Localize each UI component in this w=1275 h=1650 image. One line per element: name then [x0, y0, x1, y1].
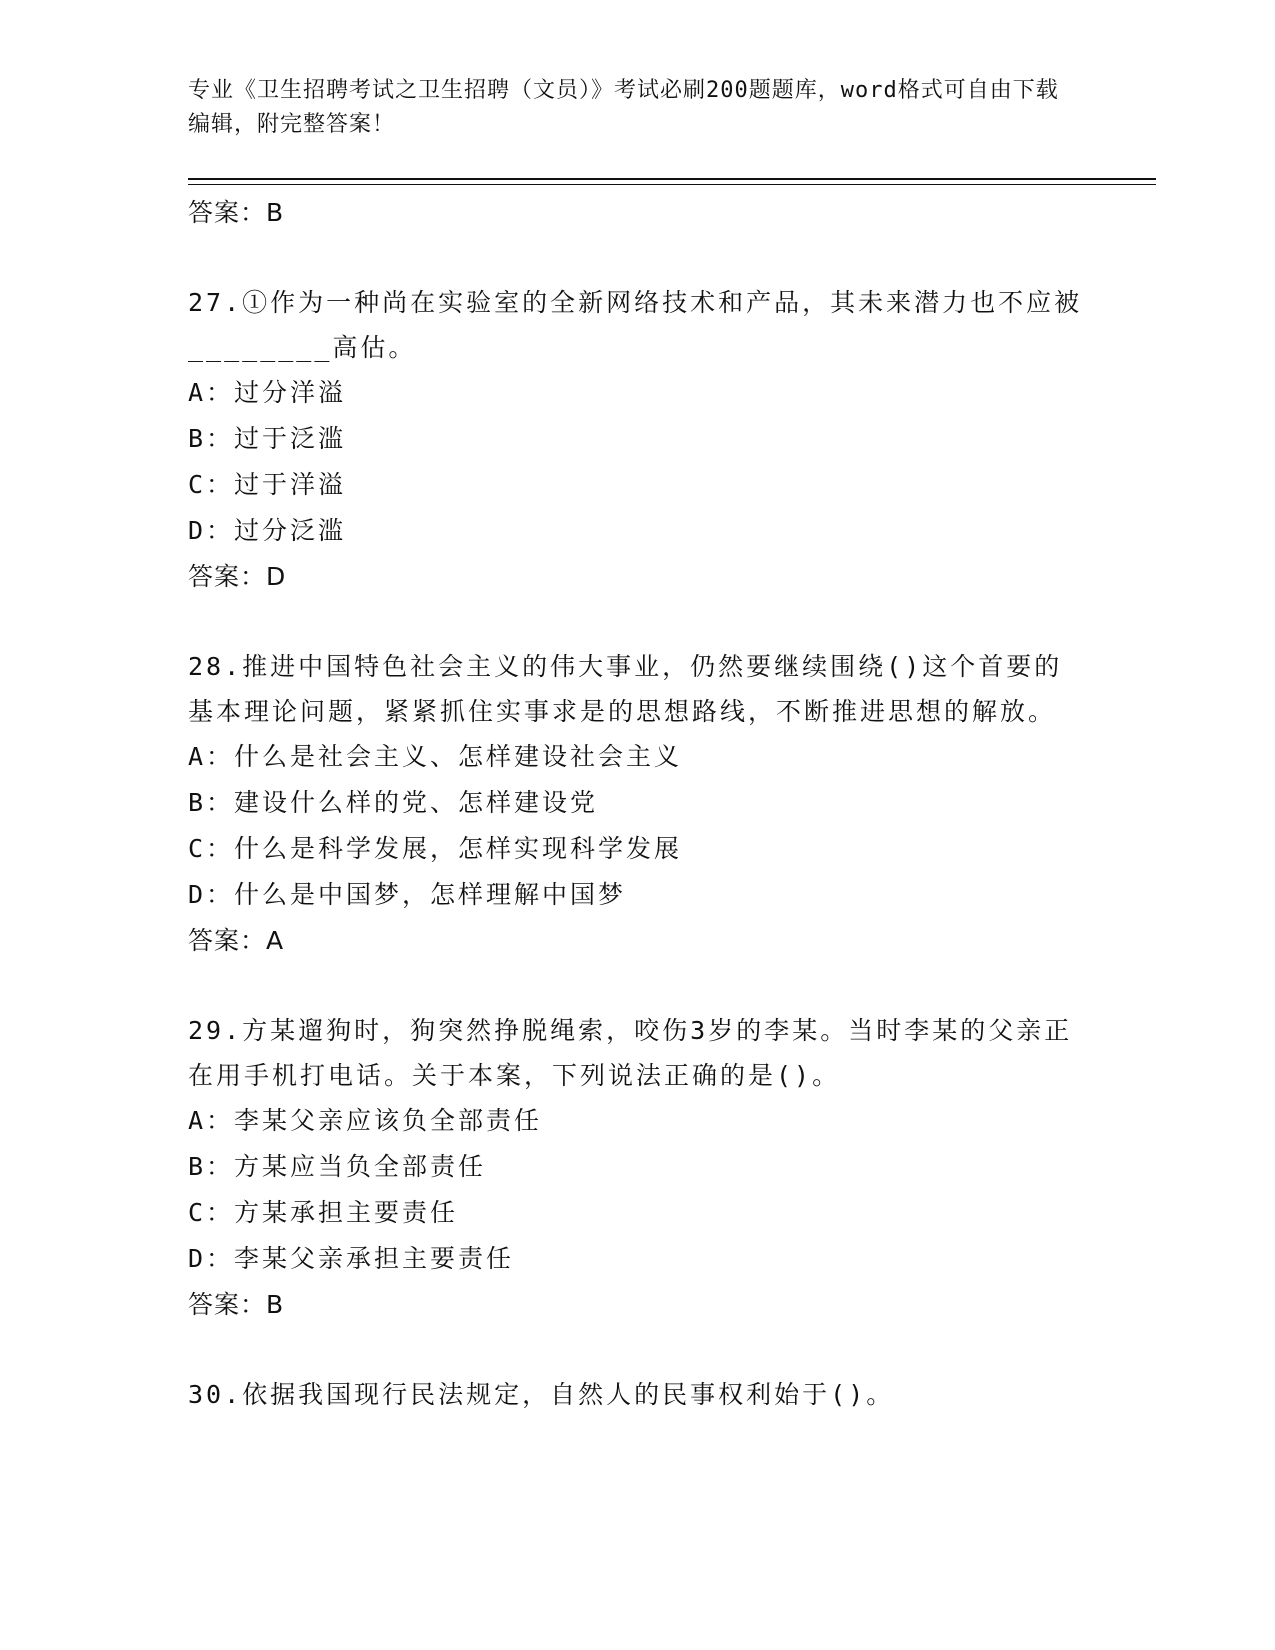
option-b: B：建设什么样的党、怎样建设党 [188, 788, 599, 817]
option-d: D：李某父亲承担主要责任 [188, 1244, 515, 1273]
question-list [188, 190, 1088, 1417]
answer-line: 答案：B [188, 198, 285, 227]
question-text: 28.推进中国特色社会主义的伟大事业，仍然要继续围绕()这个首要的基本理论问题，紧紧抓住实事求是的思想路线，不断推进思想的解放。 [188, 652, 1063, 726]
answer-line: 答案：D [188, 562, 287, 591]
answer-line: 答案：A [188, 926, 285, 955]
header-divider-thin [188, 184, 1156, 185]
document-header: 专业《卫生招聘考试之卫生招聘（文员）》考试必刷200题题库，word格式可自由下载编辑，附完整答案！ [188, 78, 1059, 137]
option-b: B：方某应当负全部责任 [188, 1152, 487, 1181]
question-text: 29.方某遛狗时，狗突然挣脱绳索，咬伤3岁的李某。当时李某的父亲正在用手机打电话。关于本案，下列说法正确的是()。 [188, 1016, 1073, 1090]
question-29 [188, 1008, 1088, 1328]
answer-line: 答案：B [188, 1290, 285, 1319]
option-d: D：什么是中国梦，怎样理解中国梦 [188, 880, 627, 909]
header-divider [188, 178, 1156, 180]
option-c: C：什么是科学发展，怎样实现科学发展 [188, 834, 683, 863]
question-28 [188, 644, 1088, 964]
option-c: C：方某承担主要责任 [188, 1198, 459, 1227]
question-text: 30.依据我国现行民法规定，自然人的民事权利始于()。 [188, 1380, 895, 1409]
option-a: A：什么是社会主义、怎样建设社会主义 [188, 742, 683, 771]
question-text: 27.①作为一种尚在实验室的全新网络技术和产品，其未来潜力也不应被________高估。 [188, 288, 1083, 362]
option-b: B：过于泛滥 [188, 424, 347, 453]
option-d: D：过分泛滥 [188, 516, 347, 545]
option-a: A：李某父亲应该负全部责任 [188, 1106, 543, 1135]
question-30 [188, 1372, 1088, 1417]
question-27 [188, 280, 1088, 600]
option-c: C：过于洋溢 [188, 470, 347, 499]
option-a: A：过分洋溢 [188, 378, 347, 407]
